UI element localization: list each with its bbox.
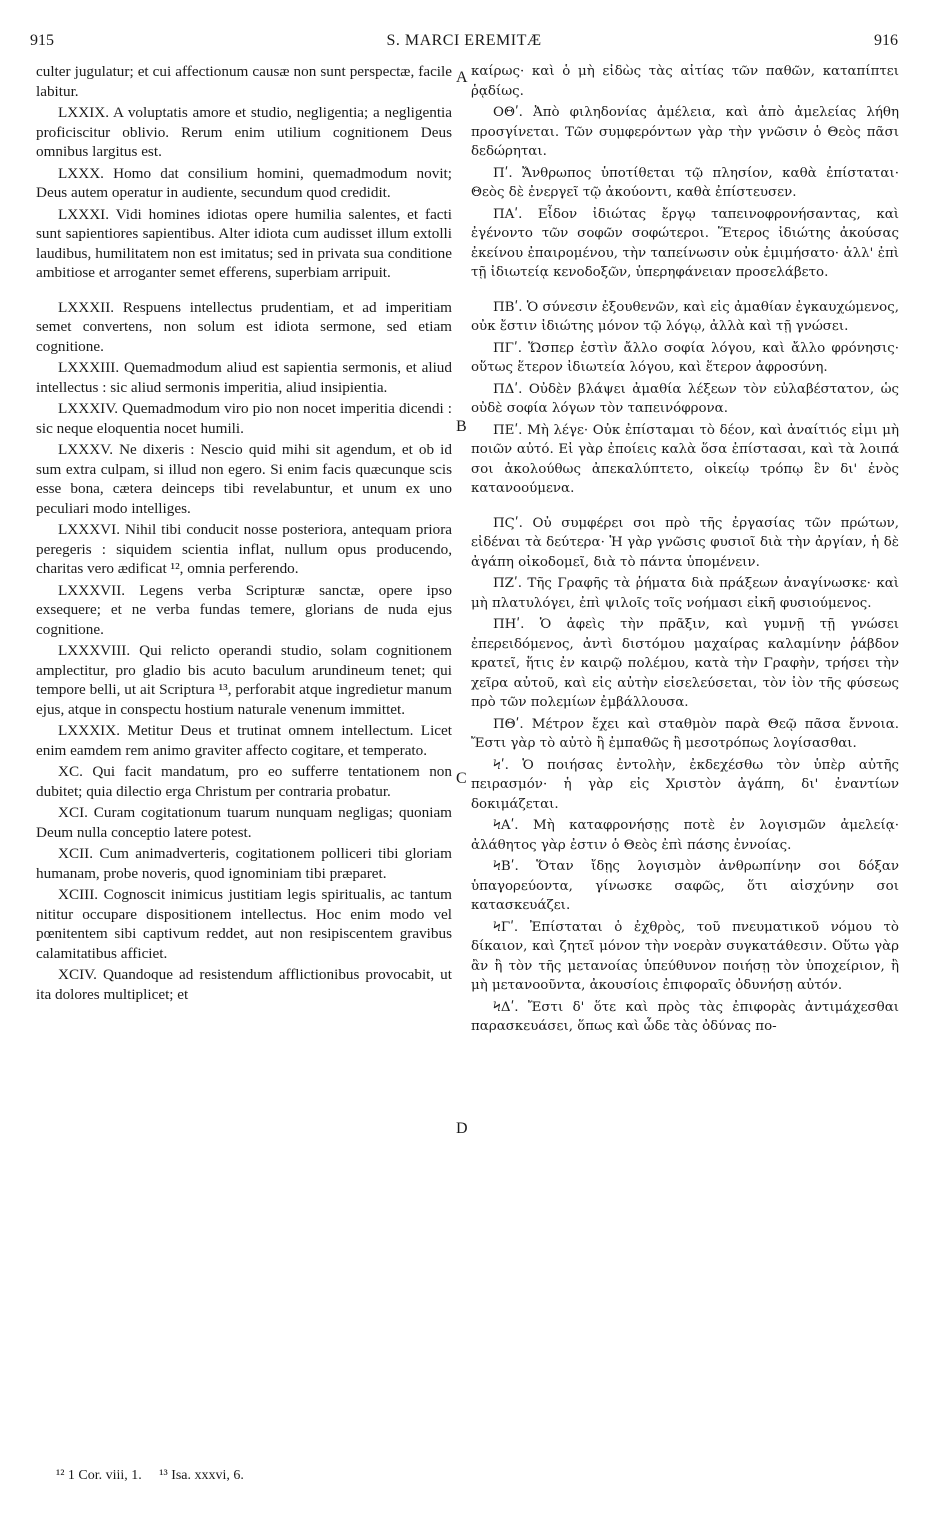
greek-paragraph: ΠΒʹ. Ὁ σύνεσιν ἐξουθενῶν, καὶ εἰς ἀμαθίαν ἐγκαυχώμενος, οὐκ ἔστιν ἰδιώτης μόνον τῷ λόγῳ, ἀλλὰ καὶ τῇ γνώσει.: [471, 299, 899, 334]
latin-paragraph: LXXXIV. Quemadmodum viro pio non nocet imperitia dicendi : sic neque eloquentia nocet humili.: [36, 400, 452, 437]
greek-paragraph: Ϟʹ. Ὁ ποιήσας ἐντολὴν, ἐκδεχέσθω τὸν ὑπὲρ αὐτῆς πειρασμόν· ἡ γὰρ εἰς Χριστὸν ἀγάπη, δι' ἐναντίων δοκιμάζεται.: [471, 757, 899, 812]
greek-paragraph: ΠΘʹ. Μέτρον ἔχει καὶ σταθμὸν παρὰ Θεῷ πᾶσα ἔννοια. Ἔστι γὰρ τὸ αὐτὸ ἢ ἐμπαθῶς ἢ μεσοτρόπως λογίσασθαι.: [471, 716, 899, 751]
greek-paragraph: ΠΗʹ. Ὁ ἀφεὶς τὴν πρᾶξιν, καὶ γυμνῇ τῇ γνώσει ἐπερειδόμενος, ἀντὶ διστόμου μαχαίρας καλαμίνην ῥάβδον κρατεῖ, ἥτις ἐν καιρῷ πολέμου, κατὰ τὴν Γραφὴν, τρήσει τὴν χεῖρα αὐτοῦ, καὶ εἰς αὐτὴν εἰσελεύσεται, τὸν ἰὸν τῆς φύσεως πρὸ τῶν πολεμίων ἐμβάλλουσα.: [471, 617, 899, 710]
latin-paragraph: XCIV. Quandoque ad resistendum afflictionibus provocabit, ut ita dolores multiplicet; et: [36, 966, 452, 1003]
greek-paragraph: ϞΔʹ. Ἔστι δ' ὅτε καὶ πρὸς τὰς ἐπιφορὰς ἀντιμάχεσθαι παρασκευάσει, ὅπως καὶ ὧδε τὰς ὀδύνας πο-: [471, 999, 899, 1034]
greek-paragraph: ΠΔʹ. Οὐδὲν βλάψει ἀμαθία λέξεων τὸν εὐλαβέστατον, ὡς οὐδὲ σοφία λόγων τὸν ταπεινόφρονα.: [471, 381, 899, 416]
greek-paragraph: ϞΒʹ. Ὅταν ἴδῃς λογισμὸν ἀνθρωπίνην σοι δόξαν ὑπαγορεύοντα, γίνωσκε σαφῶς, ὅτι αἰσχύνην σοι κατασκευάζει.: [471, 859, 899, 913]
latin-paragraph: LXXXVIII. Qui relicto operandi studio, solam cognitionem amplectitur, pro gladio bis acuto baculum arundineum tenet; qui tempore belli, ut ait Scriptura ¹³, perforabit atque ingredietur manum ejus, atque in conspectu hostium naturale venenum immittet.: [36, 642, 452, 718]
margin-marker-c: C: [456, 770, 467, 787]
greek-paragraph: ΟΘʹ. Ἀπὸ φιληδονίας ἀμέλεια, καὶ ἀπὸ ἀμελείας λήθη προσγίνεται. Τῶν συμφερόντων γὰρ τὴν γνῶσιν ὁ Θεὸς πᾶσι δεδώρηται.: [471, 105, 899, 159]
margin-marker-b: B: [456, 418, 467, 435]
margin-marker-d: D: [456, 1120, 468, 1137]
greek-paragraph: καίρως· καὶ ὁ μὴ εἰδὼς τὰς αἰτίας τῶν παθῶν, καταπίπτει ῥᾳδίως.: [471, 64, 899, 99]
latin-paragraph: LXXXIII. Quemadmodum aliud est sapientia sermonis, et aliud intellectus : sic aliud sermonis imperitia, aliud insipientia.: [36, 359, 452, 396]
greek-paragraph: ΠϚʹ. Οὐ συμφέρει σοι πρὸ τῆς ἐργασίας τῶν πρώτων, εἰδέναι τὰ δεύτερα· Ἡ γὰρ γνῶσις φυσιοῖ διὰ τὴν ἀργίαν, ἡ δὲ ἀγάπη οἰκοδομεῖ, διὰ τὸ πάντα ὑπομένειν.: [471, 515, 899, 570]
latin-paragraph: LXXXV. Ne dixeris : Nescio quid mihi sit agendum, et ob id sum extra culpam, si illud non egero. Si enim facis quæcunque scis esse bona, cætera deinceps tibi revelabuntur, et unum ex uno peculiari modo intelliges.: [36, 441, 452, 517]
margin-marker-a: A: [456, 69, 468, 86]
greek-paragraph: ϞΓʹ. Ἐπίσταται ὁ ἐχθρὸς, τοῦ πνευματικοῦ νόμου τὸ δίκαιον, καὶ ζητεῖ μόνον τὴν νοερὰν συγκατάθεσιν. Οὕτω γὰρ ἂν ἢ τὸν τῆς μετανοίας ὑπεύθυνον ποιήσῃ τὸν ὑποχείριον, ἢ μὴ μετανοοῦντα, ἀκουσίοις ἐπιφοραῖς ὀδυνήσῃ αὐτόν.: [471, 919, 899, 993]
greek-paragraph: ϞΑʹ. Μὴ καταφρονήσῃς ποτὲ ἐν λογισμῶν ἀμελείᾳ· ἀλάθητος γὰρ ἐστιν ὁ Θεὸς ἐπὶ πάσης ἐννοίας.: [471, 818, 899, 853]
latin-paragraph: LXXX. Homo dat consilium homini, quemadmodum novit; Deus autem operatur in audiente, secundum quod credidit.: [36, 164, 452, 201]
latin-paragraph: LXXIX. A voluptatis amore et studio, negligentia; a negligentia proficiscitur oblivio. Rerum enim utilium cognitionem Deus omnibus largitus est.: [36, 104, 452, 160]
latin-paragraph: culter jugulatur; et cui affectionum causæ non sunt perspectæ, facile labitur.: [36, 63, 452, 100]
footnote: ¹² 1 Cor. viii, 1.: [56, 1468, 142, 1483]
greek-paragraph: ΠΓʹ. Ὥσπερ ἐστὶν ἄλλο σοφία λόγου, καὶ ἄλλο φρόνησις· οὕτως ἕτερον ἰδιωτεία λόγου, καὶ ἕτερον ἀφροσύνη.: [471, 340, 899, 375]
latin-column: [36, 62, 452, 1006]
running-header: [30, 32, 898, 54]
latin-paragraph: LXXXII. Respuens intellectus prudentiam, et ad imperitiam semet convertens, non solum est idiota sermone, sed etiam cognitione.: [36, 298, 452, 355]
page-number-left: 915: [30, 32, 54, 49]
paragraph-gap: [471, 501, 899, 514]
paragraph-gap: [471, 285, 899, 298]
latin-paragraph: XCIII. Cognoscit inimicus justitiam legis spiritualis, ac tantum nititur occupare dispositionem intellectus. Hoc enim modo vel pœnitentem sibi captivum reddet, aut non resipiscentem gravibus calamitatibus afficiet.: [36, 886, 452, 962]
latin-paragraph: XC. Qui facit mandatum, pro eo sufferre tentationem non dubitet; quia dilectio erga Christum per contraria probatur.: [36, 763, 452, 800]
page-number-right: 916: [874, 32, 898, 49]
latin-paragraph: LXXXVII. Legens verba Scripturæ sanctæ, opere ipso exsequere; et ne verba fundas temere, glorians de nuda ejus cognitione.: [36, 581, 452, 638]
running-title: S. MARCI EREMITÆ: [386, 32, 542, 49]
latin-paragraph: LXXXVI. Nihil tibi conducit nosse posteriora, antequam priora peregeris : siquidem scientia inflat, nullum opus producendo, charitas vero ædificat ¹², omnia perferendo.: [36, 521, 452, 577]
latin-paragraph: LXXXIX. Metitur Deus et trutinat omnem intellectum. Licet enim eamdem rem animo graviter affecto cogitare, et temperato.: [36, 722, 452, 759]
greek-paragraph: ΠΕʹ. Μὴ λέγε· Οὐκ ἐπίσταμαι τὸ δέον, καὶ ἀναίτιός εἰμι μὴ ποιῶν αὐτό. Εἰ γὰρ ἐποίεις καλὰ ὅσα ἐπίστασαι, καὶ τὰ λοιπά σοι ἀκολούθως ἀπεκαλύπτετο, οἰκείῳ τρόπῳ ἓν δι' ἑνὸς κατανοούμενα.: [471, 422, 899, 496]
paragraph-gap: [36, 285, 452, 298]
greek-paragraph: Πʹ. Ἄνθρωπος ὑποτίθεται τῷ πλησίον, καθὰ ἐπίσταται· Θεὸς δὲ ἐνεργεῖ τῷ ἀκούοντι, καθὰ ἐπίστευσεν.: [471, 165, 899, 200]
greek-paragraph: ΠΑʹ. Εἶδον ἰδιώτας ἔργῳ ταπεινοφρονήσαντας, καὶ ἐγένοντο τῶν σοφῶν σοφώτεροι. Ἕτερος ἰδιώτης ἀκούσας ἐκείνου ἐπαιρομένου, τὴν ταπείνωσιν οὐκ ἐμιμήσατο· ἀλλ' ἐπὶ τῇ ἰδιωτείᾳ κενοδοξῶν, ὑπερηφάνειαν προσελάβετο.: [471, 206, 899, 280]
latin-paragraph: XCI. Curam cogitationum tuarum nunquam negligas; quoniam Deum nulla conceptio latere potest.: [36, 804, 452, 841]
latin-paragraph: LXXXI. Vidi homines idiotas opere humilia salentes, et facti sunt sapientiores sapientibus. Alter idiota cum audisset illum extolli laudibus, humilitatem non est imitatus; sed in privata sua conditione ambitiose et arroganter semet efferens, superbiam arripuit.: [36, 205, 452, 281]
footnotes: [56, 1468, 456, 1484]
footnote: ¹³ Isa. xxxvi, 6.: [159, 1468, 244, 1483]
greek-paragraph: ΠΖʹ. Τῆς Γραφῆς τὰ ῥήματα διὰ πράξεων ἀναγίνωσκε· καὶ μὴ πλατυλόγει, ἐπὶ ψιλοῖς τοῖς νοήμασι εἰκῆ φυσιούμενος.: [471, 576, 899, 611]
greek-column: [471, 62, 899, 1039]
latin-paragraph: XCII. Cum animadverteris, cogitationem polliceri tibi gloriam humanam, probe noveris, quod ignominiam tibi præparet.: [36, 845, 452, 882]
